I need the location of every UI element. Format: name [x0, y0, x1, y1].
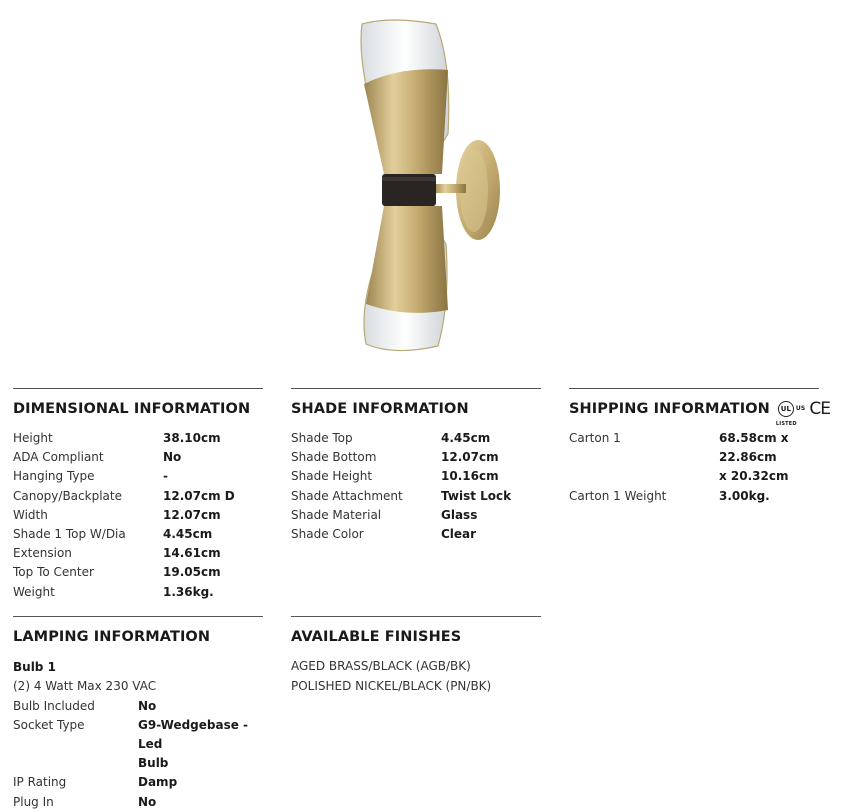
- divider: [13, 616, 263, 617]
- spec-value: Damp: [138, 775, 178, 790]
- spec-value: Glass: [441, 507, 478, 522]
- spec-value: 12.07cm D: [163, 488, 235, 503]
- spec-row: [13, 544, 263, 563]
- spec-row: [13, 506, 263, 525]
- spec-row: [291, 506, 541, 525]
- finishes-section: [291, 616, 541, 696]
- carton1-value-line2: x 20.32cm: [719, 469, 789, 484]
- spec-row: [291, 487, 541, 506]
- dimensional-section: [13, 388, 263, 602]
- lamping-title: LAMPING INFORMATION: [13, 629, 211, 645]
- divider: [569, 388, 819, 389]
- spec-row: [291, 525, 541, 544]
- ul-listed-text: LISTED: [775, 421, 797, 427]
- spec-label: Shade Attachment: [291, 488, 403, 503]
- spec-value: Clear: [441, 527, 477, 542]
- spec-row: [13, 793, 273, 812]
- brass-cone-bottom: [366, 206, 448, 313]
- ul-listed-icon: [775, 401, 797, 427]
- spec-row: [13, 525, 263, 544]
- spec-row: [291, 448, 541, 467]
- socket-value-line1: G9-Wedgebase - Led: [138, 717, 249, 751]
- product-image-sconce: [350, 14, 510, 360]
- divider: [291, 388, 541, 389]
- spec-label: Shade Top: [291, 431, 353, 445]
- finish-item: POLISHED NICKEL/BLACK (PN/BK): [291, 678, 492, 693]
- spec-value: 10.16cm: [441, 469, 499, 484]
- spec-value: 14.61cm: [163, 546, 221, 561]
- shade-section: [291, 388, 541, 544]
- spec-value: [719, 429, 839, 487]
- spec-label: Carton 1 Weight: [569, 488, 667, 503]
- spec-value: 1.36kg.: [163, 584, 214, 599]
- divider: [13, 388, 263, 389]
- spec-label: Socket Type: [13, 717, 85, 732]
- finishes-title: AVAILABLE FINISHES: [291, 629, 462, 645]
- spec-label: Width: [13, 507, 48, 522]
- spec-label: Weight: [13, 584, 55, 599]
- shipping-rows: [569, 429, 839, 506]
- spec-row: [569, 487, 839, 506]
- spec-value: 4.45cm: [163, 527, 213, 542]
- spec-row: [291, 429, 541, 448]
- spec-row: [291, 467, 541, 486]
- spec-row: [13, 716, 273, 774]
- ce-mark-icon: CE: [809, 399, 830, 419]
- spec-value: No: [138, 794, 157, 809]
- spec-label: Canopy/Backplate: [13, 488, 122, 503]
- spec-value: -: [163, 469, 168, 484]
- spec-value: 3.00kg.: [719, 488, 770, 503]
- lamping-section: [13, 616, 273, 812]
- spec-row: [13, 429, 263, 448]
- spec-label: Shade 1 Top W/Dia: [13, 527, 126, 542]
- spec-label: Plug In: [13, 794, 54, 809]
- spec-label: Shade Height: [291, 469, 373, 484]
- finish-item: AGED BRASS/BLACK (AGB/BK): [291, 659, 471, 673]
- certification-marks: [775, 399, 830, 427]
- spec-row: [13, 487, 263, 506]
- ul-country-text: US: [795, 405, 806, 412]
- spec-label: Shade Bottom: [291, 450, 377, 465]
- arm: [434, 184, 466, 193]
- finishes-list: [291, 657, 541, 696]
- spec-label: Hanging Type: [13, 469, 95, 484]
- spec-row: [13, 448, 263, 467]
- shade-rows: [291, 429, 541, 544]
- spec-row: [13, 467, 263, 486]
- spec-row: [13, 697, 273, 716]
- spec-label: Shade Material: [291, 507, 382, 522]
- spec-value: 38.10cm: [163, 431, 221, 445]
- spec-label: Bulb Included: [13, 698, 95, 713]
- spec-value: 19.05cm: [163, 565, 221, 580]
- spec-value: 12.07cm: [163, 507, 221, 522]
- bulb-heading: Bulb 1: [13, 660, 56, 674]
- spec-label: Extension: [13, 546, 72, 561]
- spec-row: [13, 563, 263, 582]
- spec-value: Twist Lock: [441, 488, 512, 503]
- spec-row: [13, 773, 273, 792]
- brass-cone-top: [364, 69, 448, 174]
- spec-value: [138, 716, 273, 774]
- socket-value-line2: Bulb: [138, 756, 169, 771]
- spec-label: IP Rating: [13, 775, 67, 790]
- ul-mark-text: UL: [780, 405, 792, 413]
- spec-label: Shade Color: [291, 527, 364, 542]
- shade-title: SHADE INFORMATION: [291, 401, 469, 417]
- shipping-section: [569, 388, 839, 506]
- spec-value: 4.45cm: [441, 431, 491, 445]
- spec-label: Carton 1: [569, 431, 621, 445]
- carton1-value-line1: 68.58cm x 22.86cm: [719, 431, 789, 465]
- spec-value: No: [163, 450, 182, 465]
- spec-row: [13, 583, 263, 602]
- spec-value: 12.07cm: [441, 450, 499, 465]
- shipping-title: SHIPPING INFORMATION: [569, 401, 770, 417]
- divider: [291, 616, 541, 617]
- spec-value: No: [138, 698, 157, 713]
- shipping-title-row: [569, 395, 839, 427]
- bulb-description: (2) 4 Watt Max 230 VAC: [13, 679, 157, 693]
- dimensional-title: DIMENSIONAL INFORMATION: [13, 401, 251, 417]
- spec-label: Height: [13, 431, 53, 445]
- dimensional-rows: [13, 429, 263, 602]
- spec-row: [569, 429, 839, 487]
- spec-label: ADA Compliant: [13, 450, 104, 465]
- spec-label: Top To Center: [13, 565, 94, 580]
